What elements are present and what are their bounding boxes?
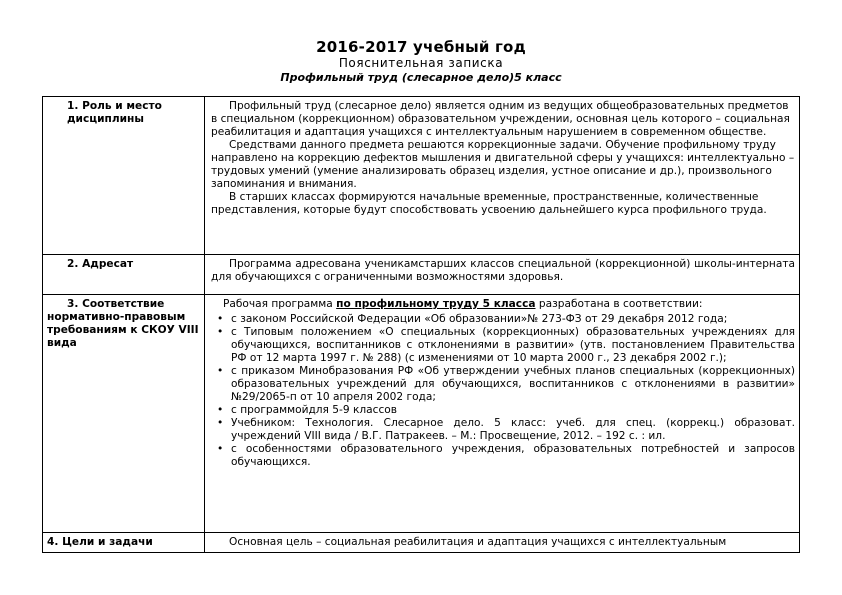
row-content-cell [205, 295, 800, 533]
school-year-title: 2016-2017 учебный год [316, 38, 526, 56]
intro-text: Рабочая программа [223, 298, 337, 310]
row-content-cell [205, 533, 800, 553]
table-row [43, 255, 800, 295]
row-label: 2. Адресат [67, 258, 134, 270]
list-item: • с Типовым положением «О специальных (коррекционных) образовательных учреждениях для обучающихся, воспитанников с отклонениями в развитии» (утв. постановлением Правительства РФ от 12 марта 1997 г. № 288) (с изменениями от 10 марта 2000 г., 23 декабря 2002 г.); [211, 326, 795, 365]
row-label-cell [43, 255, 205, 295]
row-content-cell [205, 97, 800, 255]
paragraph: Программа адресована ученикамстарших классов специальной (коррекционной) школы-интерната для обучающихся с ограниченными возможностями здоровья. [211, 258, 795, 283]
list-item: • с законом Российской Федерации «Об образовании»№ 273-ФЗ от 29 декабря 2012 года; [211, 313, 795, 326]
table-row [43, 295, 800, 533]
explanatory-note-table [42, 96, 800, 553]
row-label-cell [43, 533, 205, 553]
table-row [43, 533, 800, 553]
row-content-cell [205, 255, 800, 295]
legal-basis-intro [223, 298, 795, 311]
list-item: • с особенностями образовательного учреждения, образовательных потребностей и запросов обучающихся. [211, 443, 795, 469]
row-label-cell [43, 295, 205, 533]
row-label: 4. Цели и задачи [47, 536, 153, 548]
document-subtitle: Пояснительная записка [338, 56, 504, 70]
legal-basis-list [211, 313, 795, 469]
paragraph: В старших классах формируются начальные временные, пространственные, количественные представления, которые будут способствовать усвоению дальнейшего курса профильного труда. [211, 191, 767, 216]
course-title: Профильный труд (слесарное дело)5 класс [280, 71, 562, 84]
subject-emphasis: по профильному труду 5 класса [336, 298, 536, 310]
list-item: • Учебником: Технология. Слесарное дело. 5 класс: учеб. для спец. (коррекц.) образоват. учреждений VIII вида / В.Г. Патракеев. – М.: Просвещение, 2012. – 192 с. : ил. [211, 417, 795, 443]
row-label: 3. Соответствие нормативно-правовым требованиям к СКОУ VIII вида [47, 298, 199, 349]
list-item: • с приказом Минобразования РФ «Об утверждении учебных планов специальных (коррекционных) образовательных учреждений для обучающихся, воспитанников с отклонениями в развитии» №29/2065-п от 10 апреля 2002 года; [211, 365, 795, 404]
list-item: • с программойдля 5-9 классов [211, 404, 795, 417]
paragraph: Профильный труд (слесарное дело) является одним из ведущих общеобразовательных предметов в специальном (коррекционном) образовательном учреждении, основная цель которого – социальная реабилитация и адаптация учащихся с интеллектуальным нарушением в современном обществе. [211, 100, 790, 138]
paragraph: Средствами данного предмета решаются коррекционные задачи. Обучение профильному труду направлено на коррекцию дефектов мышления и двигательной сферы у учащихся: интеллектуально – трудовых умений (умение анализировать образец изделия, устное описание и др.), произвольного запоминания и внимания. [211, 139, 795, 190]
paragraph: Основная цель – социальная реабилитация и адаптация учащихся с интеллектуальным [229, 536, 727, 548]
intro-text: разработана в соответствии: [535, 298, 703, 310]
row-label: 1. Роль и место дисциплины [67, 100, 162, 125]
table-row [43, 97, 800, 255]
row-label-cell [43, 97, 205, 255]
